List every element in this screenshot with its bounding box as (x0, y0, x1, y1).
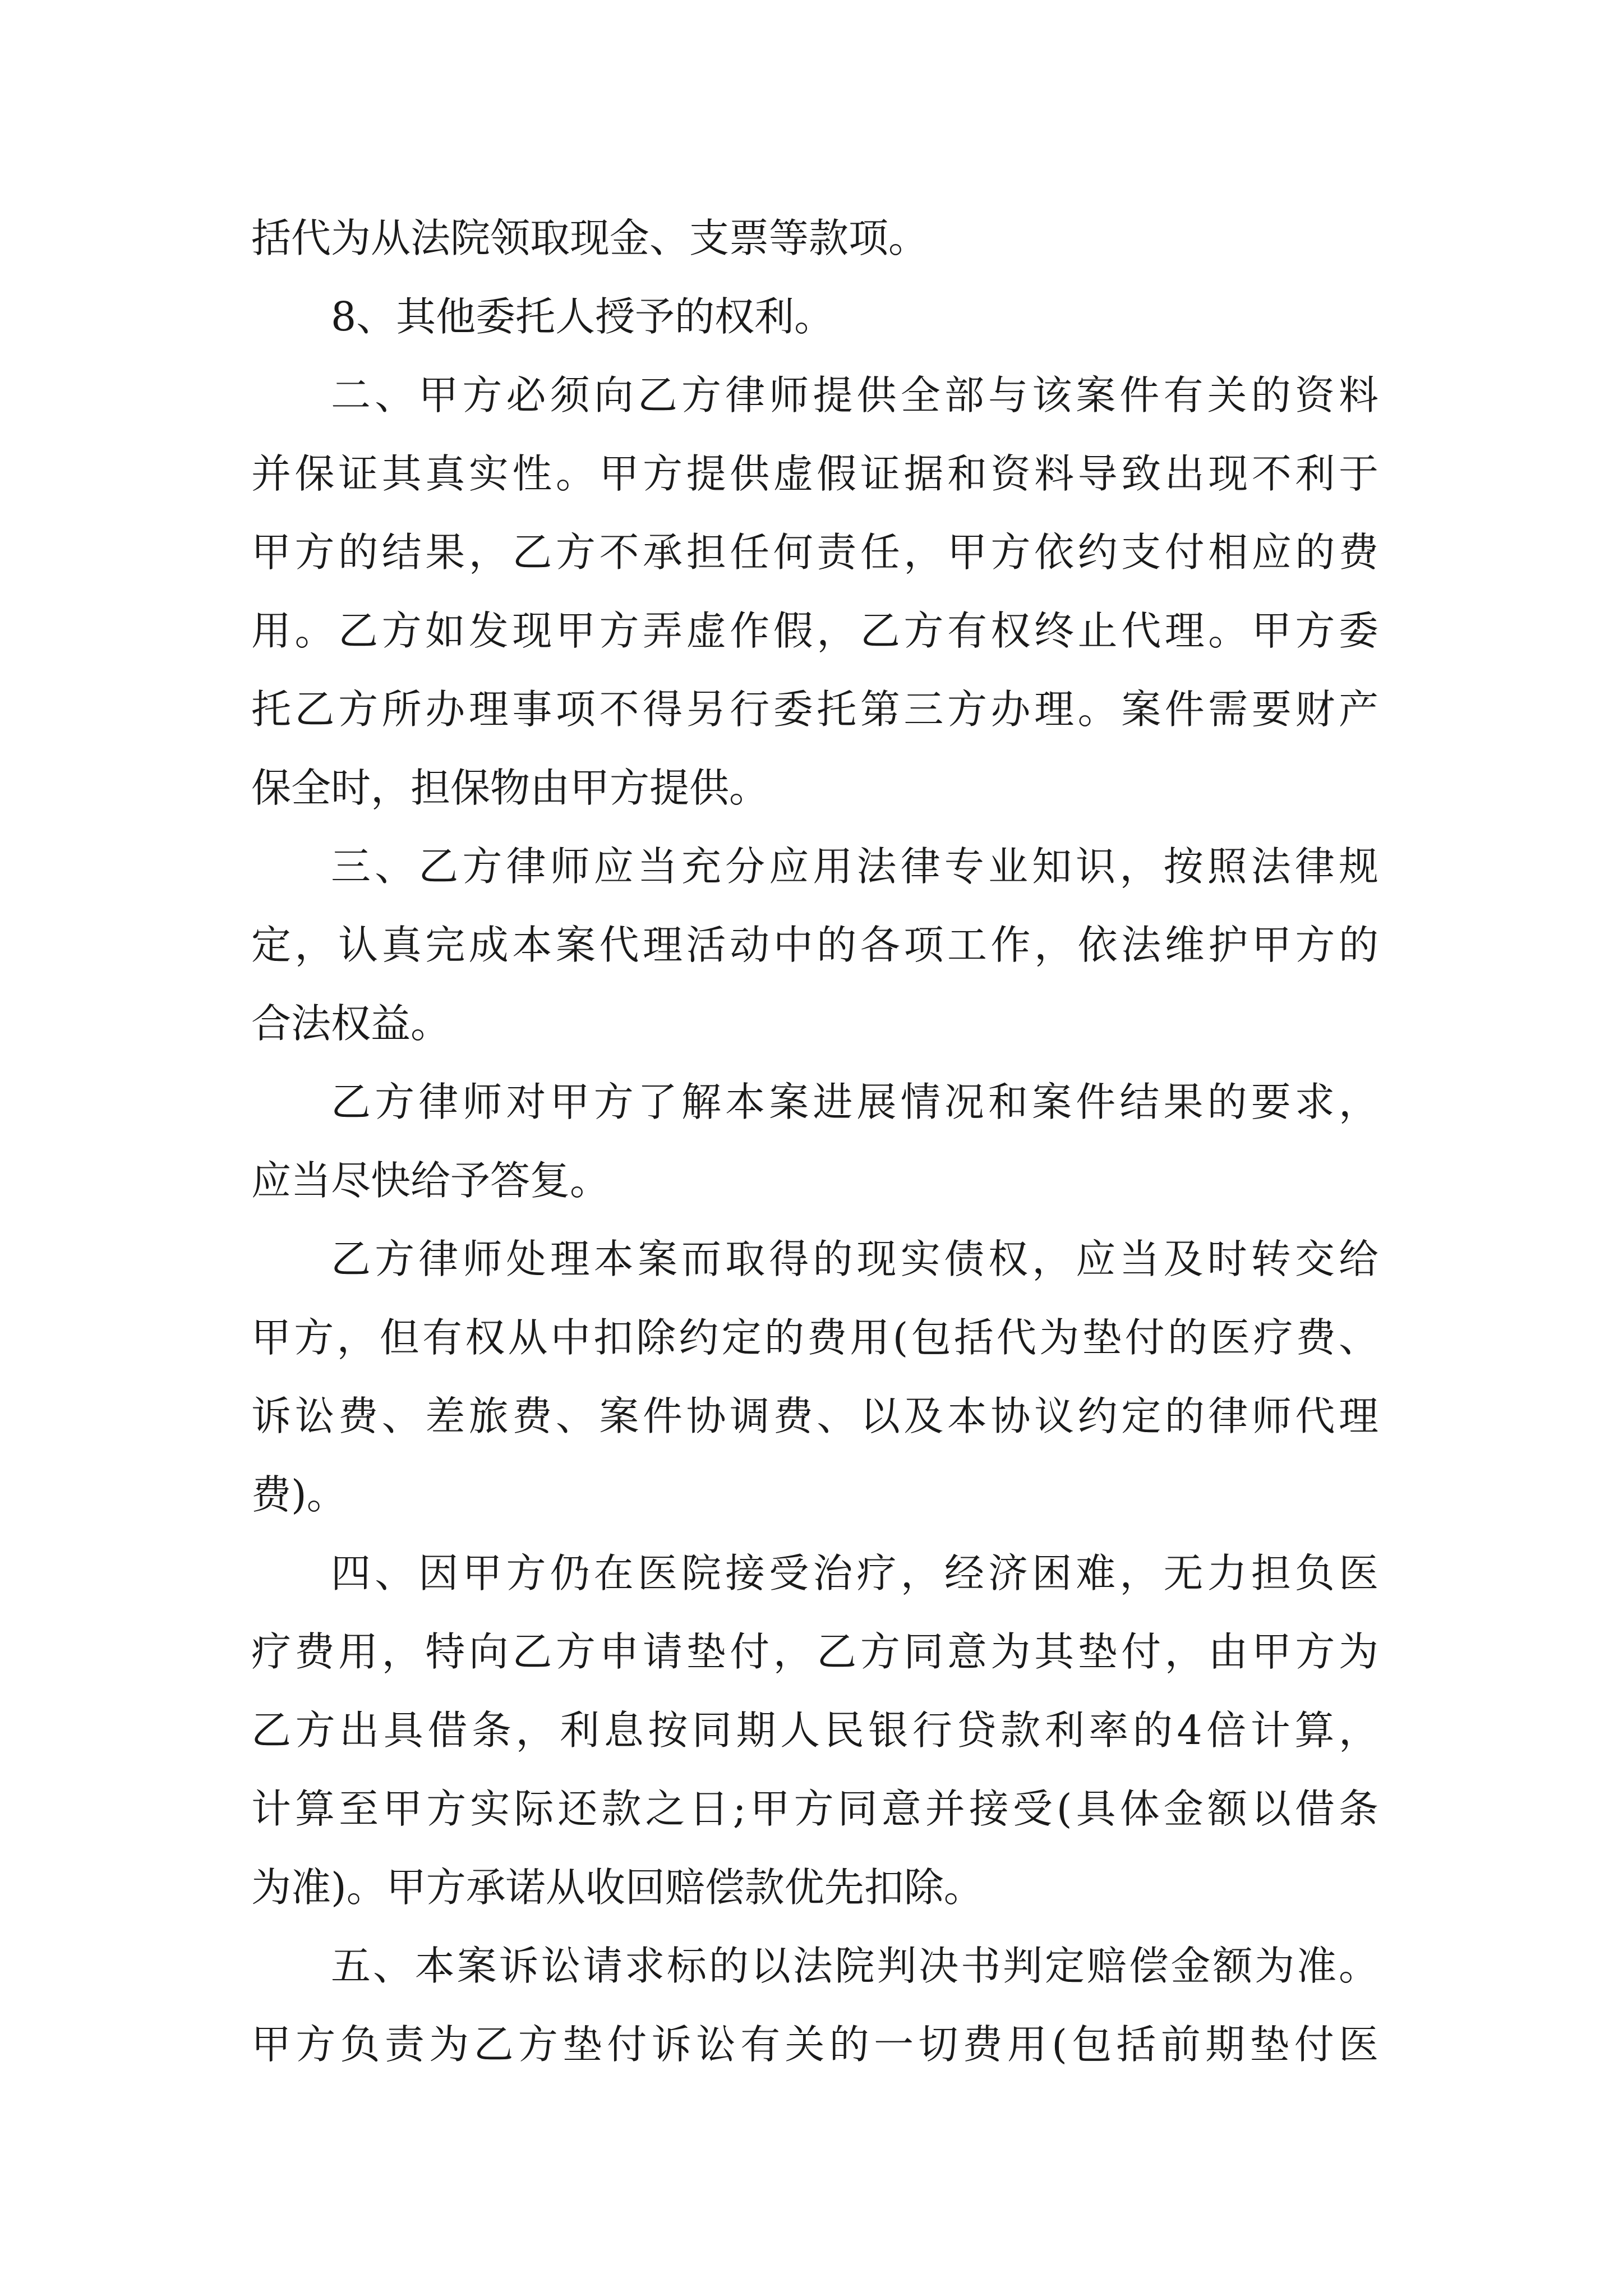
paragraph-line: 括代为从法院领取现金、支票等款项。 (251, 215, 929, 261)
paragraph-line: 乙方律师处理本案而取得的现实债权，应当及时转交给 (331, 1236, 1378, 1282)
paragraph-line: 托乙方所办理事项不得另行委托第三方办理。案件需要财产 (251, 686, 1378, 733)
paragraph-line: 为准)。甲方承诺从收回赔偿款优先扣除。 (251, 1864, 984, 1911)
paragraph-line: 甲方，但有权从中扣除约定的费用(包括代为垫付的医疗费、 (251, 1314, 1378, 1361)
paragraph-line: 用。乙方如发现甲方弄虚作假，乙方有权终止代理。甲方委 (251, 608, 1378, 654)
paragraph-line: 乙方律师对甲方了解本案进展情况和案件结果的要求， (331, 1079, 1378, 1125)
paragraph-line: 合法权益。 (251, 1000, 451, 1047)
paragraph-line: 五、本案诉讼请求标的以法院判决书判定赔偿金额为准。 (331, 1943, 1378, 1989)
paragraph-line: 三、乙方律师应当充分应用法律专业知识，按照法律规 (331, 843, 1378, 890)
paragraph-line: 并保证其真实性。甲方提供虚假证据和资料导致出现不利于 (251, 450, 1378, 497)
paragraph-line: 甲方的结果，乙方不承担任何责任，甲方依约支付相应的费 (251, 529, 1378, 576)
paragraph-line: 二、甲方必须向乙方律师提供全部与该案件有关的资料 (331, 372, 1378, 418)
paragraph-line: 费)。 (251, 1471, 347, 1518)
paragraph-line: 四、因甲方仍在医院接受治疗，经济困难，无力担负医 (331, 1550, 1378, 1596)
paragraph-line: 8、其他委托人授予的权利。 (331, 293, 834, 340)
paragraph-line: 乙方出具借条，利息按同期人民银行贷款利率的4倍计算， (251, 1707, 1378, 1754)
paragraph-line: 诉讼费、差旅费、案件协调费、以及本协议约定的律师代理 (251, 1393, 1378, 1439)
paragraph-line: 疗费用，特向乙方申请垫付，乙方同意为其垫付，由甲方为 (251, 1628, 1378, 1675)
paragraph-line: 应当尽快给予答复。 (251, 1157, 610, 1204)
paragraph-line: 保全时，担保物由甲方提供。 (251, 765, 769, 811)
paragraph-line: 计算至甲方实际还款之日;甲方同意并接受(具体金额以借条 (251, 1786, 1378, 1832)
paragraph-line: 定，认真完成本案代理活动中的各项工作，依法维护甲方的 (251, 922, 1378, 968)
paragraph-line: 甲方负责为乙方垫付诉讼有关的一切费用(包括前期垫付医 (251, 2021, 1378, 2068)
